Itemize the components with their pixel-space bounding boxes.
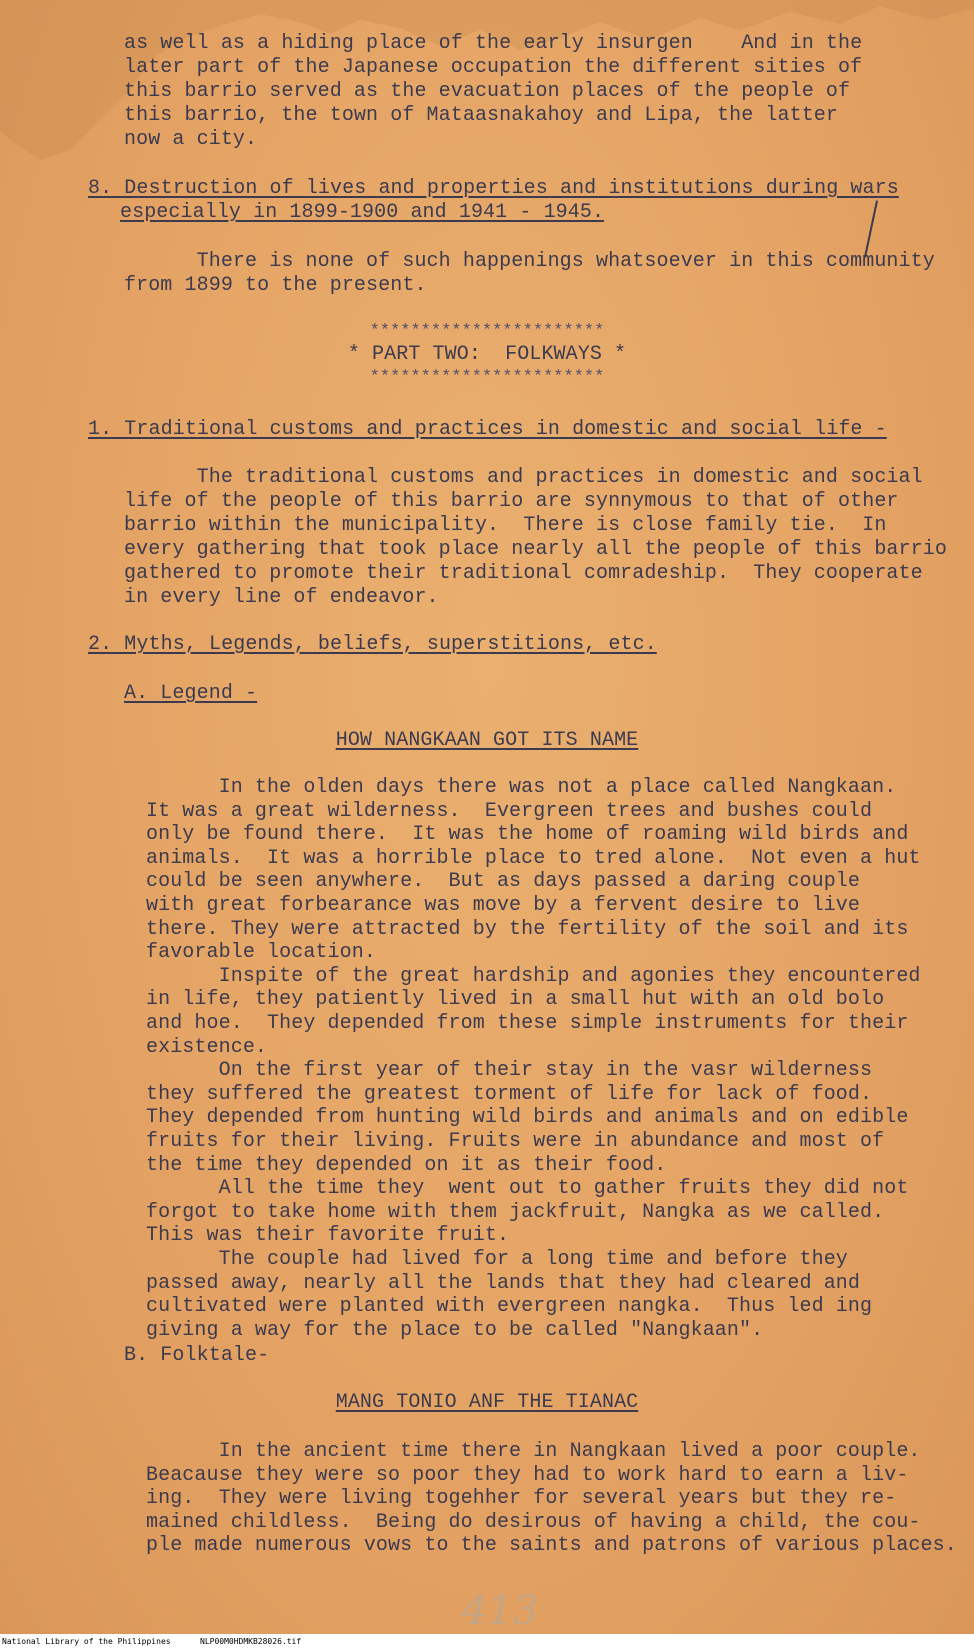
history-line-4: this barrio, the town of Mataasnakahoy and Lipa, the latter <box>124 104 839 127</box>
section1-body-line-1: The traditional customs and practices in domestic and social <box>124 466 923 489</box>
legend-body-line: animals. It was a horrible place to tred alone. Not even a hut <box>146 846 921 870</box>
section8-body-line-2: from 1899 to the present. <box>124 274 427 297</box>
legend-body-line: passed away, nearly all the lands that they had cleared and <box>146 1271 861 1295</box>
legend-body-line: the time they depended on it as their food. <box>146 1153 667 1177</box>
part-two-title: * PART TWO: FOLKWAYS * <box>347 343 627 366</box>
section8-heading-line-1: 8. Destruction of lives and properties and institutions during wars <box>88 177 899 200</box>
history-line-1: as well as a hiding place of the early insurgen And in the <box>124 32 863 55</box>
legend-body-line: All the time they went out to gather fruits they did not <box>146 1177 909 1201</box>
legend-body-line: fruits for their living. Fruits were in abundance and most of <box>146 1130 885 1153</box>
scan-footer <box>0 1634 974 1650</box>
footer-file: NLP00M0HDMKB28026.tif <box>200 1637 302 1646</box>
section8-body-line-1: There is none of such happenings whatsoever in this community <box>124 250 935 273</box>
legend-body-line: On the first year of their stay in the vasr wilderness <box>146 1059 873 1083</box>
folktale-body-line: ing. They were living togehher for several years but they re- <box>146 1487 897 1511</box>
section1-body-line-3: barrio within the municipality. There is close family tie. In <box>124 514 887 537</box>
legend-body-line: Inspite of the great hardship and agonies they encountered <box>146 964 921 988</box>
margin-pen-mark <box>864 200 878 257</box>
section8-heading-line-2: especially in 1899-1900 and 1941 - 1945. <box>120 201 605 224</box>
section1-body-line-5: gathered to promote their traditional comradeship. They cooperate <box>124 562 923 585</box>
part-two-stars-bottom: *********************** <box>369 368 605 387</box>
footer-library: National Library of the Philippines <box>2 1637 171 1646</box>
legend-body-line: This was their favorite fruit. <box>146 1224 510 1248</box>
legend-title: HOW NANGKAAN GOT ITS NAME <box>335 729 639 752</box>
handwritten-page-number: 413 <box>462 1588 539 1634</box>
history-line-3: this barrio served as the evacuation places of the people of <box>124 80 851 103</box>
section1-heading: 1. Traditional customs and practices in domestic and social life - <box>88 418 887 441</box>
legend-body-line: only be found there. It was the home of roaming wild birds and <box>146 823 909 847</box>
legend-body-line: forgot to take home with them jackfruit, Nangka as we called. <box>146 1200 885 1224</box>
legend-label: A. Legend - <box>124 682 258 705</box>
section1-body-line-4: every gathering that took place nearly all the people of this barrio <box>124 538 947 561</box>
legend-body-line: with great forbearance was move by a fervent desire to live <box>146 894 861 917</box>
folktale-label: B. Folktale- <box>124 1344 270 1367</box>
section2-heading: 2. Myths, Legends, beliefs, superstitions, etc. <box>88 633 657 656</box>
section1-body-line-2: life of the people of this barrio are synnymous to that of other <box>124 490 899 513</box>
legend-body-line: in life, they patiently lived in a small hut with an old bolo <box>146 988 885 1012</box>
part-two-stars-top: *********************** <box>369 322 605 341</box>
section1-body-line-6: in every line of endeavor. <box>124 586 439 609</box>
legend-body-line: existence. <box>146 1035 268 1059</box>
legend-body-line: favorable location. <box>146 941 376 965</box>
folktale-title: MANG TONIO ANF THE TIANAC <box>335 1391 639 1414</box>
legend-body-line: They depended from hunting wild birds and animals and on edible <box>146 1106 909 1130</box>
folktale-body-line: ple made numerous vows to the saints and patrons of various places. <box>146 1534 957 1558</box>
legend-body-line: It was a great wilderness. Evergreen trees and bushes could <box>146 799 873 823</box>
legend-body-line: and hoe. They depended from these simple instruments for their <box>146 1012 909 1035</box>
folktale-body-line: In the ancient time there in Nangkaan lived a poor couple. <box>146 1440 921 1463</box>
legend-body-line: they suffered the greatest torment of life for lack of food. <box>146 1082 873 1106</box>
legend-body-line: The couple had lived for a long time and before they <box>146 1248 848 1271</box>
legend-body-line: giving a way for the place to be called "Nangkaan". <box>146 1318 764 1342</box>
history-line-2: later part of the Japanese occupation the different sities of <box>124 56 863 79</box>
folktale-body-line: mained childless. Being do desirous of having a child, the cou- <box>146 1510 921 1534</box>
legend-body-line: cultivated were planted with evergreen nangka. Thus led ing <box>146 1295 873 1319</box>
legend-body-line: there. They were attracted by the fertility of the soil and its <box>146 917 909 941</box>
legend-body-line: could be seen anywhere. But as days passed a daring couple <box>146 870 861 894</box>
legend-body-line: In the olden days there was not a place called Nangkaan. <box>146 776 897 799</box>
history-line-5: now a city. <box>124 128 258 151</box>
folktale-body-line: Beacause they were so poor they had to work hard to earn a liv- <box>146 1463 909 1487</box>
